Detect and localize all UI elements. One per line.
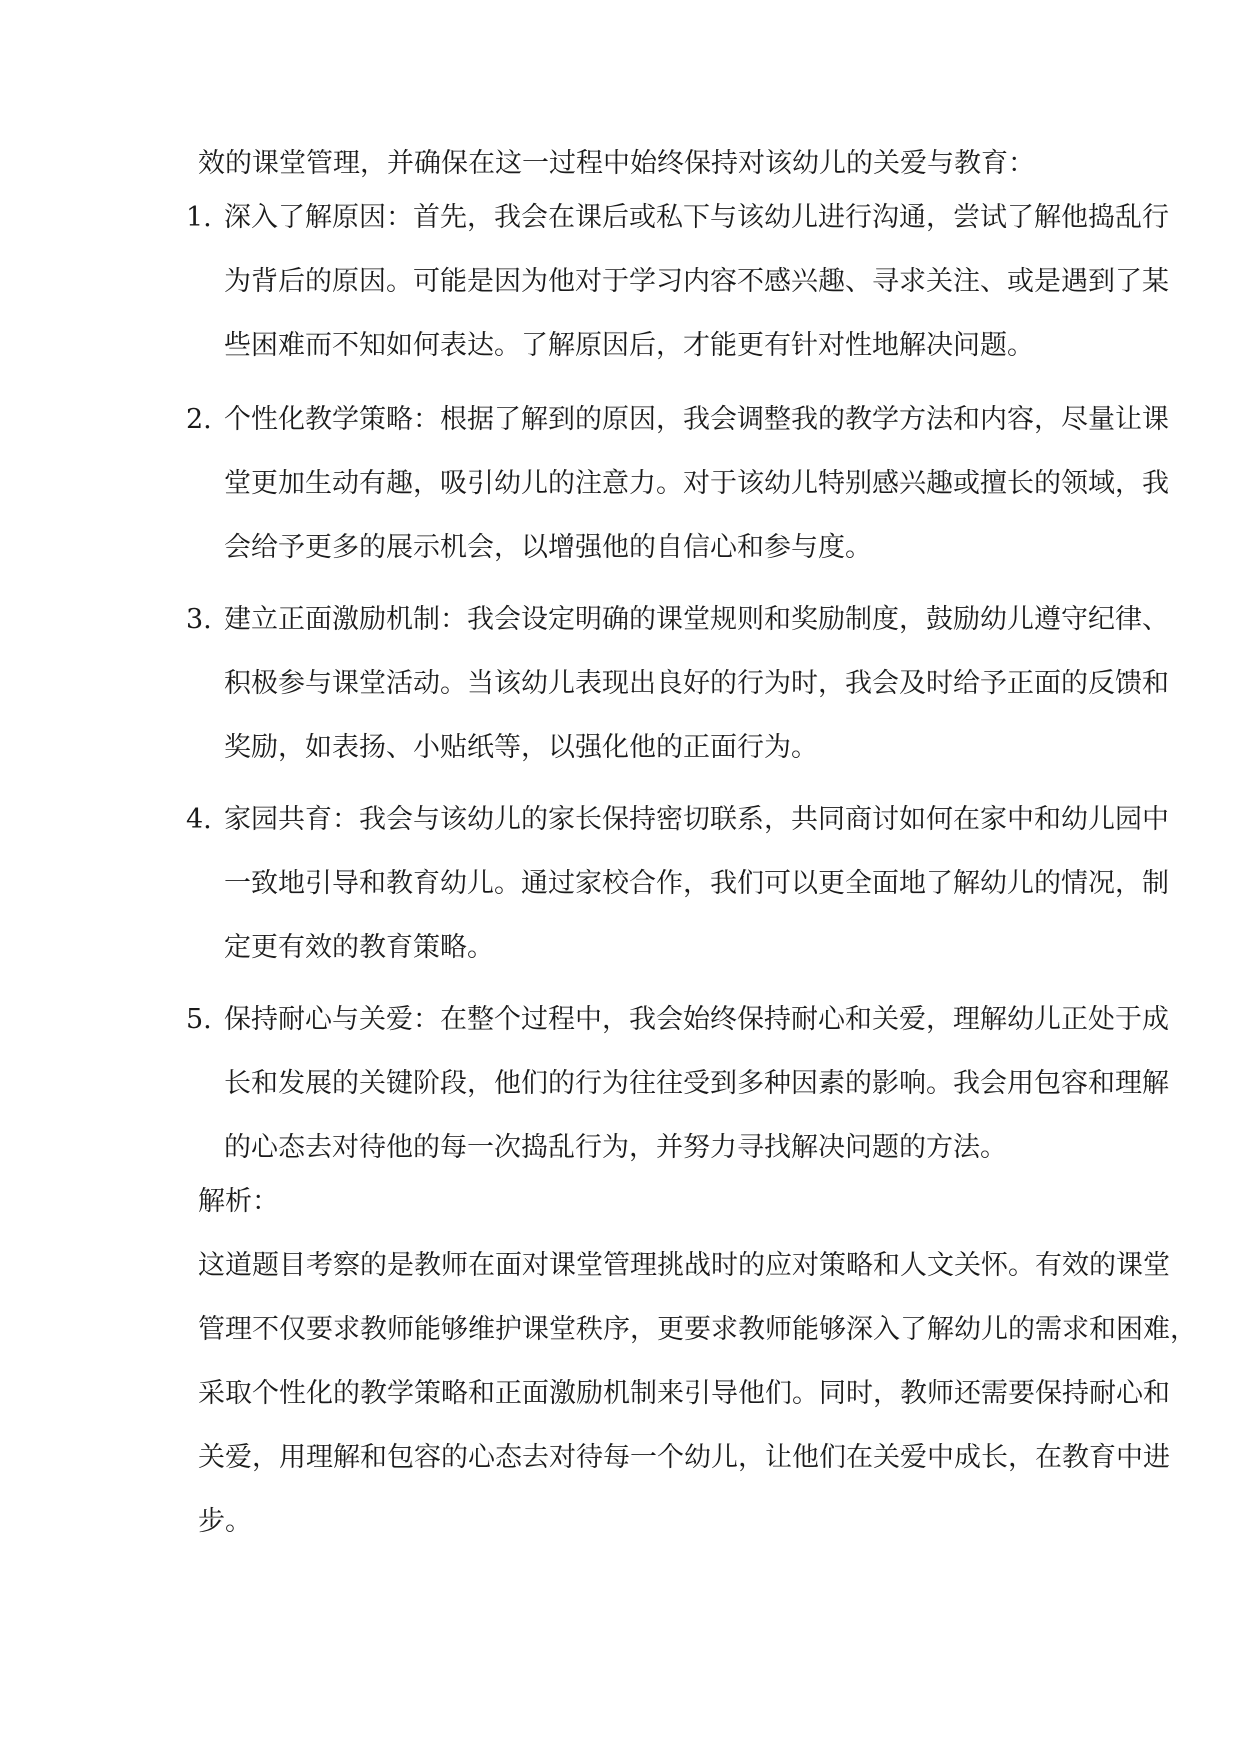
- analysis-line: 关爱，用理解和包容的心态去对待每一个幼儿，让他们在关爱中成长，在教育中进: [198, 1442, 1170, 1473]
- list-item-line: 家园共育：我会与该幼儿的家长保持密切联系，共同商讨如何在家中和幼儿园中: [224, 804, 1169, 835]
- list-number: 4.: [186, 804, 212, 835]
- list-item-line: 积极参与课堂活动。当该幼儿表现出良好的行为时，我会及时给予正面的反馈和: [224, 668, 1169, 699]
- analysis-title: 解析：: [198, 1186, 279, 1217]
- list-item-line: 保持耐心与关爱：在整个过程中，我会始终保持耐心和关爱，理解幼儿正处于成: [224, 1004, 1169, 1035]
- list-number: 3.: [186, 604, 212, 635]
- list-item-line: 定更有效的教育策略。: [224, 932, 494, 963]
- list-number: 5.: [186, 1004, 212, 1035]
- list-item-line: 个性化教学策略：根据了解到的原因，我会调整我的教学方法和内容，尽量让课: [224, 404, 1169, 435]
- list-item-line: 会给予更多的展示机会，以增强他的自信心和参与度。: [224, 532, 872, 563]
- list-item-line: 些困难而不知如何表达。了解原因后，才能更有针对性地解决问题。: [224, 330, 1034, 361]
- analysis-line: 管理不仅要求教师能够维护课堂秩序，更要求教师能够深入了解幼儿的需求和困难，: [198, 1314, 1197, 1345]
- list-item-line: 深入了解原因：首先，我会在课后或私下与该幼儿进行沟通，尝试了解他捣乱行: [224, 202, 1169, 233]
- list-number: 1.: [186, 202, 212, 233]
- analysis-line: 这道题目考察的是教师在面对课堂管理挑战时的应对策略和人文关怀。有效的课堂: [198, 1250, 1170, 1281]
- list-item-line: 建立正面激励机制：我会设定明确的课堂规则和奖励制度，鼓励幼儿遵守纪律、: [224, 604, 1169, 635]
- list-item-line: 为背后的原因。可能是因为他对于学习内容不感兴趣、寻求关注、或是遇到了某: [224, 266, 1169, 297]
- intro-text: 效的课堂管理，并确保在这一过程中始终保持对该幼儿的关爱与教育：: [198, 148, 1035, 179]
- list-number: 2.: [186, 404, 212, 435]
- analysis-line: 采取个性化的教学策略和正面激励机制来引导他们。同时，教师还需要保持耐心和: [198, 1378, 1170, 1409]
- list-item-line: 堂更加生动有趣，吸引幼儿的注意力。对于该幼儿特别感兴趣或擅长的领域，我: [224, 468, 1169, 499]
- list-item-line: 奖励，如表扬、小贴纸等，以强化他的正面行为。: [224, 732, 818, 763]
- list-item-line: 的心态去对待他的每一次捣乱行为，并努力寻找解决问题的方法。: [224, 1132, 1007, 1163]
- list-item-line: 长和发展的关键阶段，他们的行为往往受到多种因素的影响。我会用包容和理解: [224, 1068, 1169, 1099]
- analysis-line: 步。: [198, 1506, 252, 1537]
- list-item-line: 一致地引导和教育幼儿。通过家校合作，我们可以更全面地了解幼儿的情况，制: [224, 868, 1169, 899]
